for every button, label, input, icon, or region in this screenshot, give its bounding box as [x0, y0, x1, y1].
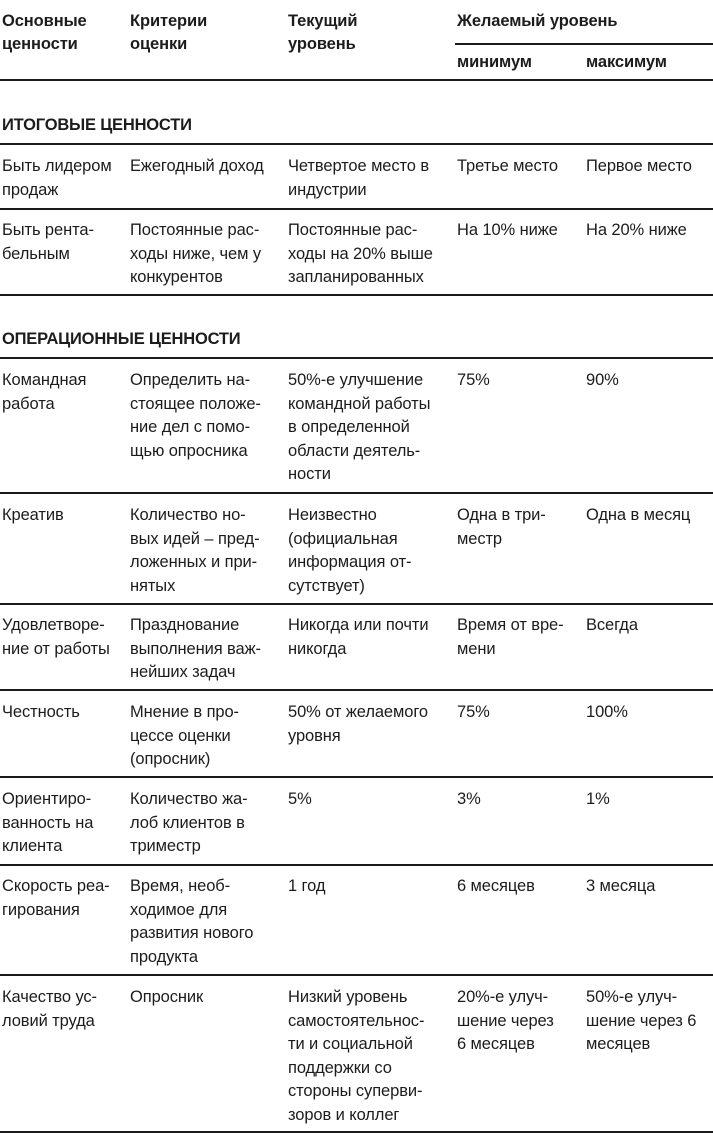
- cell-maximum: 90%: [586, 371, 619, 389]
- section-title-operational-values: ОПЕРАЦИОННЫЕ ЦЕННОСТИ: [2, 330, 241, 348]
- row-divider: [0, 492, 713, 494]
- cell-core-value: Быть рента- бельным: [2, 221, 94, 263]
- cell-core-value: Скорость реа- гирования: [2, 877, 110, 919]
- cell-criteria: Определить на- стоящее положе- ние дел с помо- щью опросника: [130, 371, 261, 460]
- section-title-final-values: ИТОГОВЫЕ ЦЕННОСТИ: [2, 116, 192, 134]
- row-divider: [0, 776, 713, 778]
- cell-criteria: Мнение в про- цессе оценки (опросник): [130, 703, 239, 769]
- row-divider: [0, 357, 713, 359]
- header-minimum: минимум: [457, 53, 532, 71]
- section-bottom-rule: [0, 294, 713, 296]
- cell-core-value: Удовлетворе- ние от работы: [2, 616, 110, 658]
- cell-minimum: 75%: [457, 371, 490, 389]
- cell-current: 1 год: [288, 877, 326, 895]
- cell-maximum: 1%: [586, 790, 610, 808]
- cell-criteria: Опросник: [130, 988, 204, 1006]
- cell-criteria: Ежегодный доход: [130, 157, 264, 175]
- cell-criteria: Количество жа- лоб клиентов в триместр: [130, 790, 248, 856]
- header-current-level: Текущий уровень: [288, 12, 358, 53]
- cell-current: Низкий уровень самостоятельнос- ти и социальной поддержки со стороны суперви- зоров и коллег: [288, 988, 425, 1124]
- cell-current: Неизвестно (официальная информация от- сутствует): [288, 506, 412, 595]
- header-subdivider: [455, 43, 713, 45]
- cell-minimum: Третье место: [457, 157, 558, 175]
- cell-minimum: Одна в три- местр: [457, 506, 546, 548]
- row-divider: [0, 689, 713, 691]
- cell-maximum: Всегда: [586, 616, 638, 634]
- cell-current: Никогда или почти никогда: [288, 616, 429, 658]
- cell-minimum: 75%: [457, 703, 490, 721]
- cell-core-value: Ориентиро- ванность на клиента: [2, 790, 94, 856]
- cell-criteria: Постоянные рас- ходы ниже, чем у конкурентов: [130, 221, 262, 287]
- cell-criteria: Празднование выполнения важ- нейших задач: [130, 616, 261, 682]
- row-divider: [0, 143, 713, 145]
- table-bottom-rule: [0, 1131, 713, 1133]
- cell-current: 50%-е улучшение командной работы в определенной области деятель- ности: [288, 371, 431, 484]
- cell-core-value: Быть лидером продаж: [2, 157, 112, 199]
- header-criteria: Критерии оценки: [130, 12, 208, 53]
- cell-minimum: Время от вре- мени: [457, 616, 564, 658]
- row-divider: [0, 864, 713, 866]
- cell-maximum: Первое место: [586, 157, 692, 175]
- cell-minimum: 6 месяцев: [457, 877, 535, 895]
- cell-core-value: Честность: [2, 703, 80, 721]
- row-divider: [0, 208, 713, 210]
- cell-current: 5%: [288, 790, 312, 808]
- cell-core-value: Креатив: [2, 506, 64, 524]
- cell-maximum: 100%: [586, 703, 628, 721]
- cell-maximum: 50%-е улуч- шение через 6 месяцев: [586, 988, 697, 1054]
- row-divider: [0, 974, 713, 976]
- cell-current: Четвертое место в индустрии: [288, 157, 430, 199]
- cell-maximum: 3 месяца: [586, 877, 656, 895]
- header-maximum: максимум: [586, 53, 667, 71]
- cell-current: Постоянные рас- ходы на 20% выше запланированных: [288, 221, 433, 287]
- cell-core-value: Командная работа: [2, 371, 87, 413]
- row-divider: [0, 603, 713, 605]
- cell-minimum: 3%: [457, 790, 481, 808]
- header-core-values: Основные ценности: [2, 12, 87, 53]
- cell-maximum: Одна в месяц: [586, 506, 691, 524]
- header-bottom-rule: [0, 79, 713, 81]
- cell-core-value: Качество ус- ловий труда: [2, 988, 97, 1030]
- header-desired-level: Желаемый уровень: [457, 12, 618, 30]
- cell-minimum: 20%-е улуч- шение через 6 месяцев: [457, 988, 554, 1054]
- cell-minimum: На 10% ниже: [457, 221, 558, 239]
- cell-maximum: На 20% ниже: [586, 221, 687, 239]
- cell-criteria: Время, необ- ходимое для развития нового продукта: [130, 877, 254, 966]
- cell-criteria: Количество но- вых идей – пред- ложенных и при- нятых: [130, 506, 260, 595]
- cell-current: 50% от желаемого уровня: [288, 703, 428, 745]
